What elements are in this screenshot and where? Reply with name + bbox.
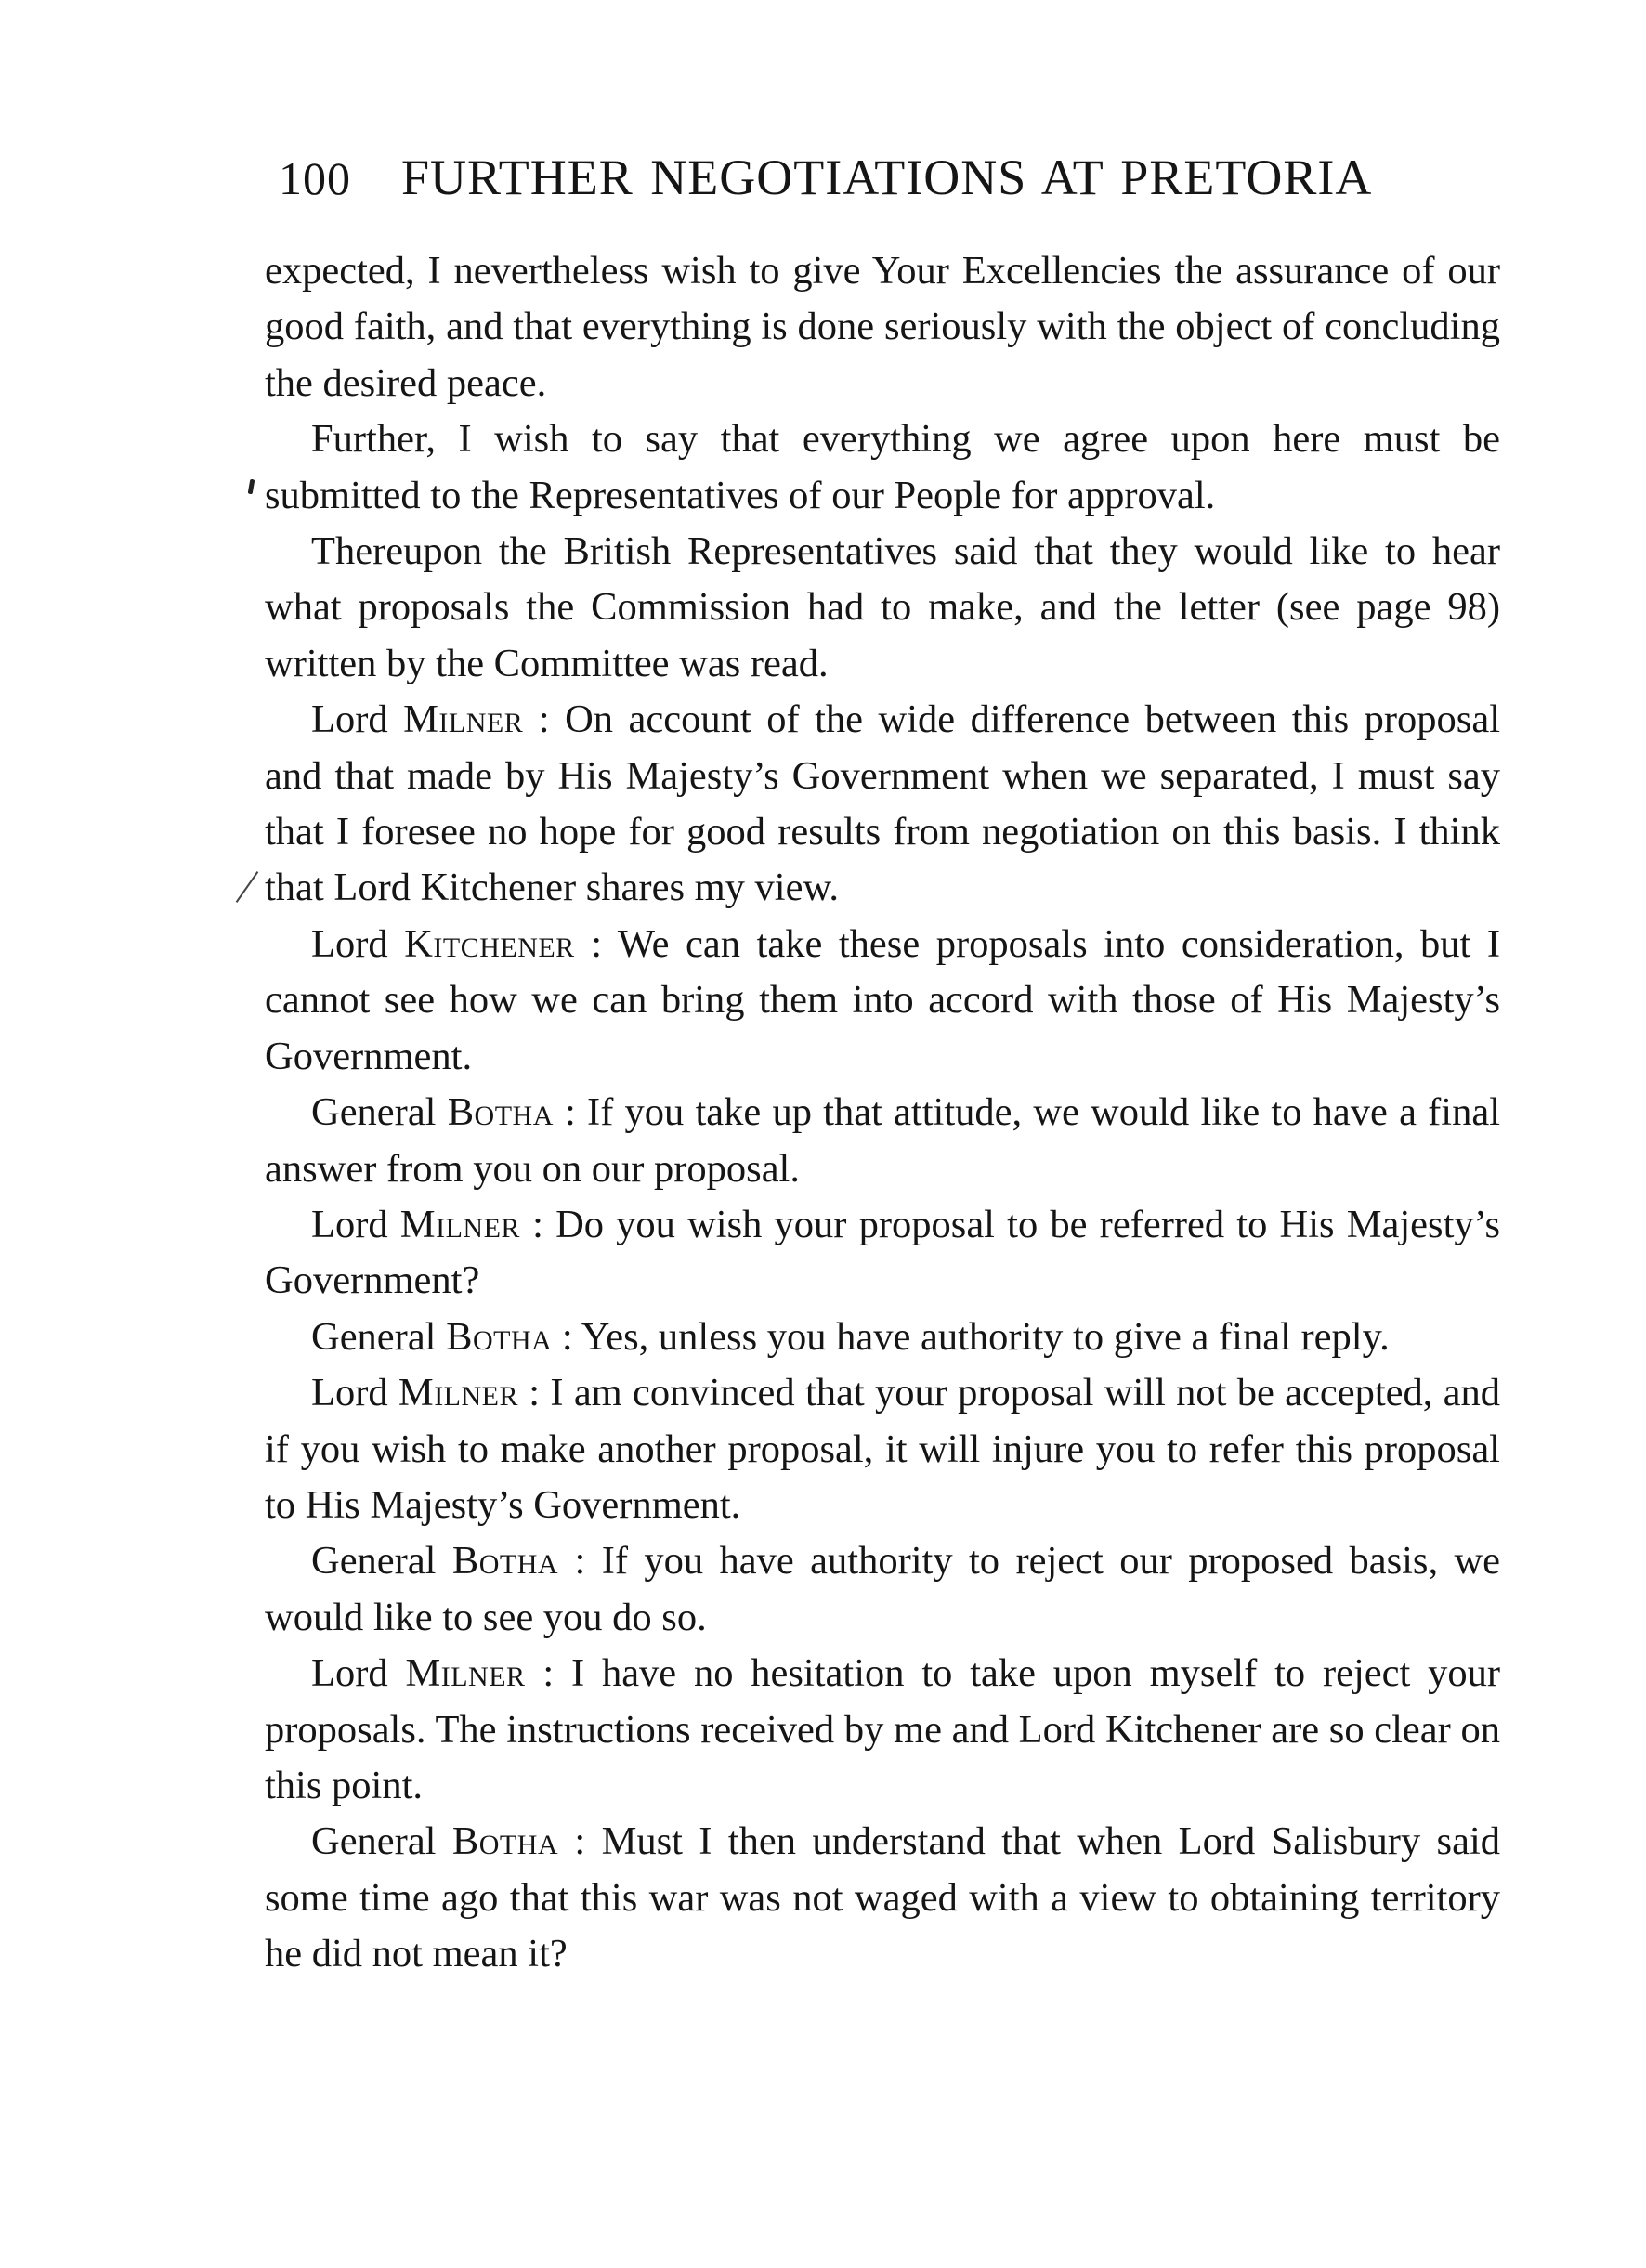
speaker-name: Milner bbox=[405, 1651, 526, 1696]
dialogue-paragraph bbox=[265, 1646, 1500, 1814]
chapter-title: FURTHER NEGOTIATIONS AT PRETORIA bbox=[401, 150, 1373, 205]
speaker-colon: : bbox=[529, 1371, 541, 1415]
dialogue-text: If you have authority to reject our proposed basis, we would like to see you do so. bbox=[265, 1539, 1501, 1639]
speaker-title: Lord bbox=[311, 1202, 388, 1246]
speaker-colon: : bbox=[538, 697, 550, 742]
speaker-colon: : bbox=[542, 1651, 555, 1696]
paragraph bbox=[265, 411, 1500, 524]
page-number: 100 bbox=[279, 152, 351, 204]
dialogue-text: Yes, unless you have authority to give a final reply. bbox=[581, 1314, 1390, 1359]
margin-pencil-mark bbox=[236, 871, 259, 903]
speaker-name: Milner bbox=[398, 1371, 519, 1415]
dialogue-text: I have no hesitation to take upon myself to reject your proposals. The instructions received by me and Lord Kitchener are so clear on this point. bbox=[265, 1651, 1501, 1807]
dialogue-paragraph bbox=[265, 1197, 1500, 1310]
dialogue-text: If you take up that attitude, we would like to have a final answer from you on our proposal. bbox=[265, 1090, 1501, 1191]
speaker-name: Botha bbox=[447, 1090, 554, 1135]
speaker-colon: : bbox=[591, 921, 603, 966]
paragraph-text: expected, I nevertheless wish to give Your Excellencies the assurance of our good faith, and that everything is done seriously with the object of concluding the desired peace. bbox=[265, 249, 1500, 405]
dialogue-text: Must I then understand that when Lord Salisbury said some time ago that this war was not waged with a view to obtaining territory he did not mean it? bbox=[265, 1819, 1501, 1976]
speaker-name: Botha bbox=[451, 1819, 559, 1864]
speaker-name: Botha bbox=[446, 1314, 553, 1359]
dialogue-paragraph bbox=[265, 917, 1500, 1085]
dialogue-text: Do you wish your proposal to be referred to His Majesty’s Government? bbox=[265, 1202, 1500, 1303]
speaker-title: General bbox=[311, 1819, 437, 1864]
speaker-colon: : bbox=[574, 1819, 586, 1864]
paragraph bbox=[265, 243, 1500, 411]
paragraph-text: Thereupon the British Representatives said that they would like to hear what proposals the Commission had to make, and the letter (see page 98) written by the Committee was read. bbox=[265, 529, 1500, 685]
dialogue-paragraph bbox=[265, 1814, 1500, 1982]
speaker-colon: : bbox=[574, 1539, 586, 1584]
dialogue-paragraph bbox=[265, 1533, 1500, 1646]
body-text bbox=[265, 243, 1500, 1983]
running-head bbox=[279, 149, 1407, 214]
dialogue-text: We can take these proposals into consideration, but I cannot see how we can bring them into accord with those of His Majesty’s Government. bbox=[265, 921, 1501, 1078]
speaker-colon: : bbox=[565, 1090, 576, 1135]
speaker-title: Lord bbox=[311, 921, 388, 966]
speaker-title: Lord bbox=[311, 1371, 388, 1415]
speaker-title: General bbox=[311, 1539, 437, 1584]
paragraph-text: Further, I wish to say that everything we agree upon here must be submitted to the Representatives of our People for approval. bbox=[265, 417, 1500, 517]
dialogue-paragraph bbox=[265, 1365, 1500, 1533]
dialogue-paragraph bbox=[265, 692, 1500, 917]
speaker-colon: : bbox=[532, 1202, 543, 1246]
margin-ink-mark bbox=[248, 479, 255, 495]
dialogue-text: On account of the wide difference between this proposal and that made by His Majesty’s Government when we separated, I must say that I foresee no hope for good results from negotiation on this basis. I think that Lord Kitchener shares my view. bbox=[265, 697, 1501, 910]
dialogue-paragraph bbox=[265, 1310, 1500, 1365]
speaker-title: Lord bbox=[311, 1651, 388, 1696]
speaker-title: General bbox=[311, 1314, 437, 1359]
speaker-title: General bbox=[311, 1090, 437, 1135]
speaker-name: Milner bbox=[399, 1202, 520, 1246]
speaker-name: Milner bbox=[403, 697, 524, 742]
dialogue-paragraph bbox=[265, 1085, 1500, 1197]
speaker-colon: : bbox=[561, 1314, 573, 1359]
paragraph bbox=[265, 524, 1500, 692]
speaker-name: Kitchener bbox=[404, 921, 575, 966]
dialogue-text: I am convinced that your proposal will not be accepted, and if you wish to make another proposal, it will injure you to refer this proposal to His Majesty’s Government. bbox=[265, 1371, 1501, 1527]
speaker-title: Lord bbox=[311, 697, 388, 742]
speaker-name: Botha bbox=[451, 1539, 559, 1584]
